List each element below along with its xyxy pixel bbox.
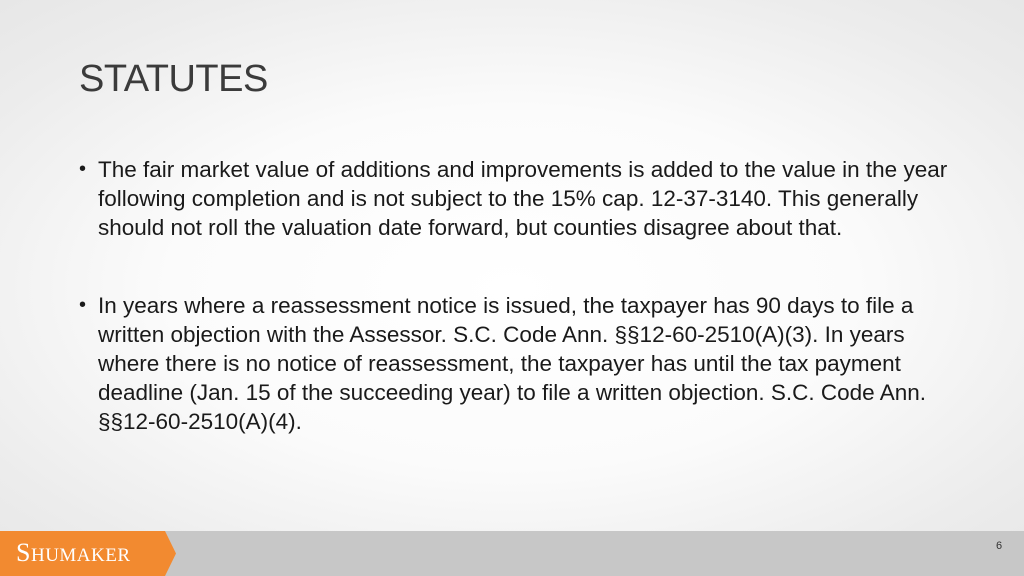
- shumaker-logo: [16, 539, 131, 570]
- bullet-item-reassessment-notice: [79, 291, 959, 436]
- bullet-marker: •: [79, 158, 87, 180]
- slide-title: STATUTES: [79, 58, 268, 100]
- bullet-text: The fair market value of additions and improvements is added to the value in the year following completion and is not subject to the 15% cap. 12-37-3140. This generally should not roll the valuation date forward, but counties disagree about that.: [98, 157, 948, 240]
- page-number: 6: [996, 540, 1003, 552]
- bullet-item-fair-market-value: [79, 155, 959, 242]
- logo-initial: S: [16, 538, 31, 567]
- bullet-text: In years where a reassessment notice is issued, the taxpayer has 90 days to file a written objection with the Assessor. S.C. Code Ann. §§12-60-2510(A)(3). In years where there is no notice of reassessment, the taxpayer has until the tax payment deadline (Jan. 15 of the succeeding year) to file a written objection. S.C. Code Ann. §§12-60-2510(A)(4).: [98, 293, 926, 434]
- bullet-marker: •: [79, 294, 87, 316]
- bullet-list: [79, 155, 959, 436]
- logo-rest: HUMAKER: [30, 545, 131, 566]
